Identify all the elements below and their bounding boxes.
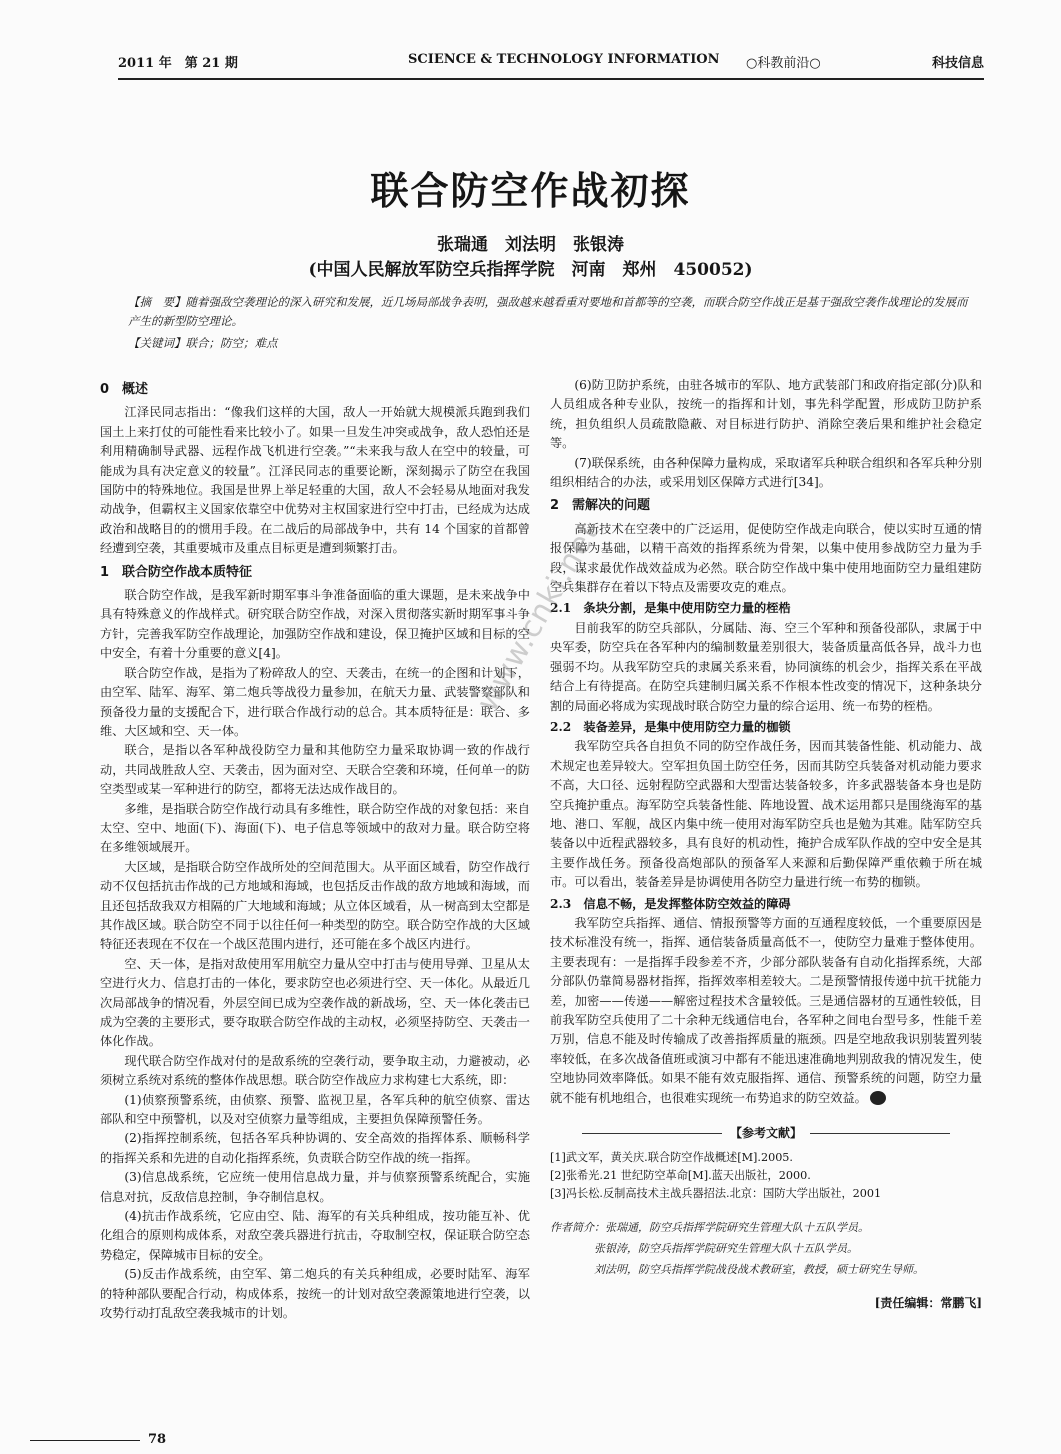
paragraph: 江泽民同志指出：“像我们这样的大国，敌人一开始就大规模派兵跑到我们国土上来打仗的可能性看来比较小了。如果一旦发生冲突或战争，敌人恐怕还是利用精确制导武器、远程作战飞机进行空袭。”“未来我与敌人在空中的较量，可能成为具有决定意义的较量”。江泽民同志的重要论断，深刻揭示了防空在我国国防中的特殊地位。我国是世界上举足轻重的大国，敌人不会轻易从地面对我发动战争，但霸权主义国家依靠空中优势对主权国家进行空中打击，已经成为达成政治和战略目的的惯用手段。在二战后的局部战争中，共有 14 个国家的首都曾经遭到空袭，其重要城市及重点目标更是遭到频繁打击。 (100, 405, 530, 556)
paragraph: 我军防空兵各自担负不同的防空作战任务，因而其装备性能、机动能力、战术规定也差异较大。空军担负国土防空任务，因而其防空兵装备对机动能力要求不高，大口径、远射程防空武器和大型雷达装备较多，许多武器装备本身也是防空兵掩护重点。海军防空兵装备性能、阵地设置、战术运用都只是围绕海军的基地、港口、军舰，战区内集中统一使用对海军防空兵也是勉为其难。陆军防空兵装备以中近程武器较多，具有良好的机动性，掩护合成军队作战的空中安全是其主要作战任务。预备役高炮部队的预备军人来源和后勤保障严重依赖于所在城市。可以看出，装备差异是协调使用各防空力量进行统一布势的枷锁。 (550, 739, 982, 890)
paragraph: 目前我军的防空兵部队，分属陆、海、空三个军种和预备役部队，隶属于中央军委，防空兵在各军种内的编制数量差别很大，装备质量高低各异，战斗力也强弱不均。从我军防空兵的隶属关系来看，协同演练的机会少，指挥关系在平战结合上有待提高。在防空兵建制归属关系不作根本性改变的情况下，这种条块分割的局面必将成为实现战时联合防空力量的综合运用、统一布势的桎梏。 (550, 620, 982, 713)
end-mark-icon (870, 1091, 886, 1105)
abstract: 【摘 要】随着强敌空袭理论的深入研究和发展，近几场局部战争表明，强敌越来越看重对要地和首都等的空袭，而联合防空作战正是基于强敌空袭作战理论的发展而产生的新型防空理论。 (128, 295, 968, 328)
list-item: (3)信息战系统，它应统一使用信息战力量，并与侦察预警系统配合，实施信息对抗，反敌信息控制，争夺制信息权。 (100, 1170, 530, 1204)
paragraph: 大区域，是指联合防空作战所处的空间范围大。从平面区域看，防空作战行动不仅包括抗击作战的己方地域和海域，也包括反击作战的敌方地域和海域，而且还包括敌我双方相隔的广大地域和海域；从立体区域看，从一树高到太空都是其作战区域。联合防空不同于以往任何一种类型的防空。联合防空作战的大区域特征还表现在不仅在一个战区范围内进行，还可能在多个战区内进行。 (100, 859, 530, 952)
footer-rule (30, 1440, 140, 1441)
journal-name: SCIENCE & TECHNOLOGY INFORMATION (408, 52, 720, 67)
right-column (550, 376, 982, 1314)
keywords: 【关键词】联合；防空；难点 (128, 336, 278, 350)
watermark: www.cnki.net (470, 516, 607, 718)
issue-label: 2011 年 第 21 期 (118, 56, 238, 71)
list-item: (7)联保系统，由各种保障力量构成，采取诸军兵种联合组织和各军兵种分别组织相结合的办法，或采用划区保障方式进行[34]。 (550, 455, 982, 490)
journal-brand: 科技信息 (931, 56, 984, 71)
section-heading-features: 1 联合防空作战本质特征 (100, 564, 253, 580)
paragraph: 现代联合防空作战对付的是敌系统的空袭行动，要争取主动，力避被动，必须树立系统对系统的整体作战思想。联合防空作战应力求构建七大系统，即： (100, 1053, 530, 1088)
reference-item: [2]张希光.21 世纪防空革命[M].蓝天出版社，2000. (550, 1169, 811, 1183)
subsection-heading: 2.1 条块分割，是集中使用防空力量的桎梏 (550, 601, 791, 616)
section-heading-problems: 2 需解决的问题 (550, 498, 651, 514)
running-header (118, 52, 984, 74)
author-list: 张瑞通 刘法明 张银涛 (437, 235, 624, 255)
paragraph: 多维，是指联合防空作战行动具有多维性，联合防空作战的对象包括：来自太空、空中、地面(下)、海面(下)、电子信息等领域中的敌对力量。联合防空将在多维领域展开。 (100, 801, 530, 855)
reference-item: [3]冯长松.反制高技术主战兵器招法.北京：国防大学出版社，2001 (550, 1187, 882, 1201)
list-item: (4)抗击作战系统，它应由空、陆、海军的有关兵种组成，按功能互补、优化组合的原则构成体系，对敌空袭兵器进行抗击，夺取制空权，保证联合防空态势稳定，保障城市目标的安全。 (100, 1209, 530, 1262)
author-bio (550, 1217, 982, 1280)
subsection-heading: 2.2 装备差异，是集中使用防空力量的枷锁 (550, 719, 791, 734)
subsection-heading: 2.3 信息不畅，是发挥整体防空效益的障碍 (550, 896, 791, 911)
affiliation: (中国人民解放军防空兵指挥学院 河南 郑州 450052) (308, 260, 753, 280)
list-item: (5)反击作战系统，由空军、第二炮兵的有关兵种组成，必要时陆军、海军的特种部队要配合行动，构成体系，按统一的计划对敌空袭源策地进行空袭，以攻势行动打乱敌空袭我城市的计划。 (100, 1267, 530, 1321)
references-heading (550, 1124, 982, 1143)
reference-item: [1]武文军，黄关庆.联合防空作战概述[M].2005. (550, 1151, 793, 1165)
bio-line: 刘法明，防空兵指挥学院战役战术教研室，教授，硕士研究生导师。 (594, 1263, 924, 1277)
header-rule (118, 78, 984, 80)
paragraph: 高新技术在空袭中的广泛运用，促使防空作战走向联合，使以实时互通的情报保障为基础，以精干高效的指挥系统为骨架，以集中使用参战防空力量为手段，谋求最优作战效益成为必然。联合防空作战中集中使用地面防空力量组建防空兵集群存在着以下特点及需要攻克的难点。 (550, 521, 982, 595)
list-item: (1)侦察预警系统，由侦察、预警、监视卫星，各军兵种的航空侦察、雷达部队和空中预警机，以及对空侦察力量等组成，主要担负保障预警任务。 (100, 1092, 530, 1127)
divider (810, 1133, 950, 1134)
list-item: (6)防卫防护系统，由驻各城市的军队、地方武装部门和政府指定部(分)队和人员组成各种专业队，按统一的指挥和计划，事先科学配置，形成防卫防护系统，担负组织人员疏散隐蔽、对目标进行防护、消除空袭后果和维护社会稳定等。 (550, 378, 982, 451)
divider (582, 1133, 722, 1134)
section-heading-overview: 0 概述 (100, 382, 149, 397)
responsible-editor: [责任编辑：常鹏飞] (874, 1296, 982, 1311)
section-label: ○科教前沿○ (746, 56, 821, 71)
paragraph: 联合防空作战，是我军新时期军事斗争准备面临的重大课题，是未来战争中具有特殊意义的作战样式。研究联合防空作战，对深入贯彻落实新时期军事斗争方针，完善我军防空作战理论，加强防空作战和建设，保卫掩护区域和目标的空中安全，有着十分重要的意义[4]。 (100, 588, 530, 661)
references-title: 【参考文献】 (729, 1126, 802, 1141)
paragraph-text: 我军防空兵指挥、通信、情报预警等方面的互通程度较低，一个重要原因是技术标准没有统一，指挥、通信装备质量高低不一，使防空力量难于整体使用。主要表现有：一是指挥手段参差不齐，少部分部队装备有自动化指挥系统，大部分部队仍靠简易器材指挥，指挥效率相差较大。二是预警情报传递中抗干扰能力差，加密——传递——解密过程技术含量较低。三是通信器材的互通性较低，目前我军防空兵使用了二十余种无线通信电台，各军种之间电台型号多，性能千差万别，信息不能及时传输成了改善指挥质量的瓶颈。四是空地敌我识别装置列装率较低，在多次战备值班或演习中都有不能迅速准确地判别敌我的情况发生，使空地协同效率降低。如果不能有效克服指挥、通信、预警系统的问题，防空力量就不能有机地组合，也很难实现统一布势追求的防空效益。 (550, 915, 982, 1105)
paragraph: 联合，是指以各军种战役防空力量和其他防空力量采取协调一致的作战行动，共同战胜敌人空、天袭击，因为面对空、天联合空袭和环境，任何单一的防空类型或某一军种进行的防空，都将无法达成作战目的。 (100, 743, 530, 797)
list-item: (2)指挥控制系统，包括各军兵种协调的、安全高效的指挥体系、顺畅科学的指挥关系和先进的自动化指挥系统，负责联合防空作战的统一指挥。 (100, 1131, 530, 1165)
left-column (100, 376, 530, 1324)
paragraph: 联合防空作战，是指为了粉碎敌人的空、天袭击，在统一的企图和计划下，由空军、陆军、海军、第二炮兵等战役力量参加，在航天力量、武装警察部队和预备役力量的支援配合下，进行联合作战行动的总合。其本质特征是：联合、多维、大区域和空、天一体。 (100, 665, 530, 738)
bio-line: 作者简介：张瑞通，防空兵指挥学院研究生管理大队十五队学员。 (550, 1221, 869, 1235)
paragraph (550, 914, 982, 1108)
article-title: 联合防空作战初探 (370, 168, 691, 213)
bio-line: 张银涛，防空兵指挥学院研究生管理大队十五队学员。 (594, 1242, 858, 1256)
page-number: 78 (148, 1432, 167, 1447)
paragraph: 空、天一体，是指对敌使用军用航空力量从空中打击与使用导弹、卫星从太空进行火力、信息打击的一体化，要求防空也必须进行空、天一体化。从最近几次局部战争的情况看，外层空间已成为空袭作战的新战场，空、天一体化袭击已成为空袭的主要形式，要夺取联合防空作战的主动权，必须坚持防空、天袭击一体化作战。 (100, 956, 530, 1049)
